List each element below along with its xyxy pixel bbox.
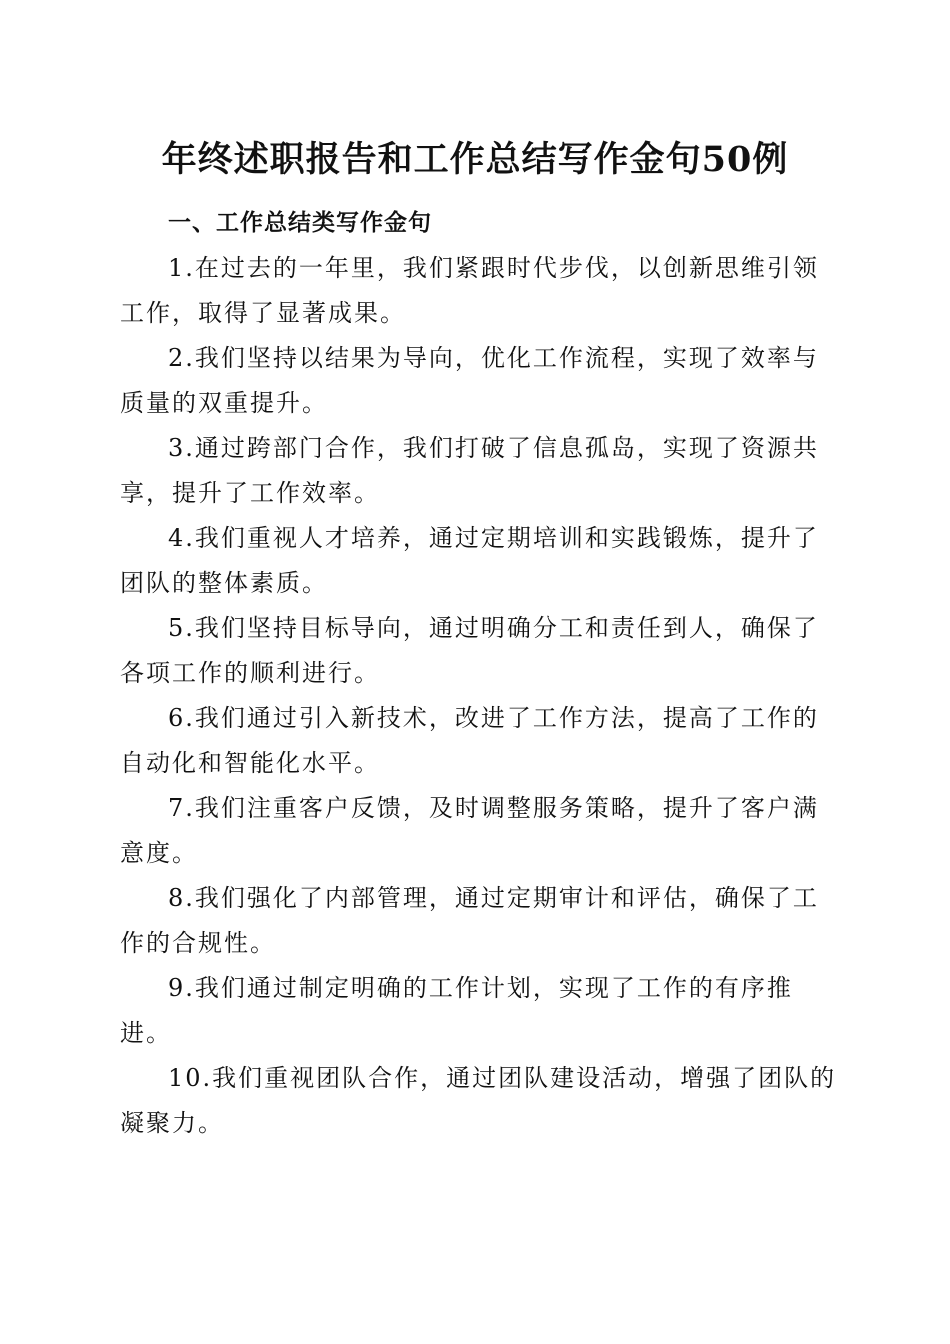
list-item-line-1: 4.我们重视人才培养，通过定期培训和实践锻炼，提升了 (168, 524, 819, 552)
section-heading: 一、工作总结类写作金句 (168, 210, 432, 236)
list-item (120, 246, 830, 336)
list-item-line-2: 团队的整体素质。 (120, 569, 328, 597)
list-item-line-1: 7.我们注重客户反馈，及时调整服务策略，提升了客户满 (168, 794, 819, 822)
list-item-line-1: 10.我们重视团队合作，通过团队建设活动，增强了团队的 (168, 1064, 837, 1092)
list-item-line-2: 享，提升了工作效率。 (120, 479, 380, 507)
list-item-line-1: 5.我们坚持目标导向，通过明确分工和责任到人，确保了 (168, 614, 819, 642)
list-item-line-2: 各项工作的顺利进行。 (120, 659, 380, 687)
list-item (120, 876, 830, 966)
list-item-line-1: 8.我们强化了内部管理，通过定期审计和评估，确保了工 (168, 884, 819, 912)
list-item-line-1: 6.我们通过引入新技术，改进了工作方法，提高了工作的 (168, 704, 819, 732)
list-item-line-1: 1.在过去的一年里，我们紧跟时代步伐，以创新思维引领 (168, 254, 819, 282)
list-item-line-2: 进。 (120, 1019, 172, 1047)
list-item (120, 1056, 837, 1146)
list-item-line-2: 作的合规性。 (120, 929, 276, 957)
list-item (120, 966, 830, 1056)
list-item (120, 516, 830, 606)
list-item (120, 336, 830, 426)
list-item-line-2: 工作，取得了显著成果。 (120, 299, 406, 327)
list-item-line-1: 2.我们坚持以结果为导向，优化工作流程，实现了效率与 (168, 344, 819, 372)
list-item-line-1: 9.我们通过制定明确的工作计划，实现了工作的有序推 (168, 974, 793, 1002)
list-item-line-1: 3.通过跨部门合作，我们打破了信息孤岛，实现了资源共 (168, 434, 819, 462)
list-item-line-2: 意度。 (120, 839, 198, 867)
list-item-line-2: 质量的双重提升。 (120, 389, 328, 417)
list-item-line-2: 自动化和智能化水平。 (120, 749, 380, 777)
list-item (120, 696, 830, 786)
list-item (120, 426, 830, 516)
list-item (120, 606, 830, 696)
sentence-list (120, 246, 837, 1146)
list-item-line-2: 凝聚力。 (120, 1109, 224, 1137)
document-title: 年终述职报告和工作总结写作金句50例 (161, 139, 789, 180)
list-item (120, 786, 830, 876)
